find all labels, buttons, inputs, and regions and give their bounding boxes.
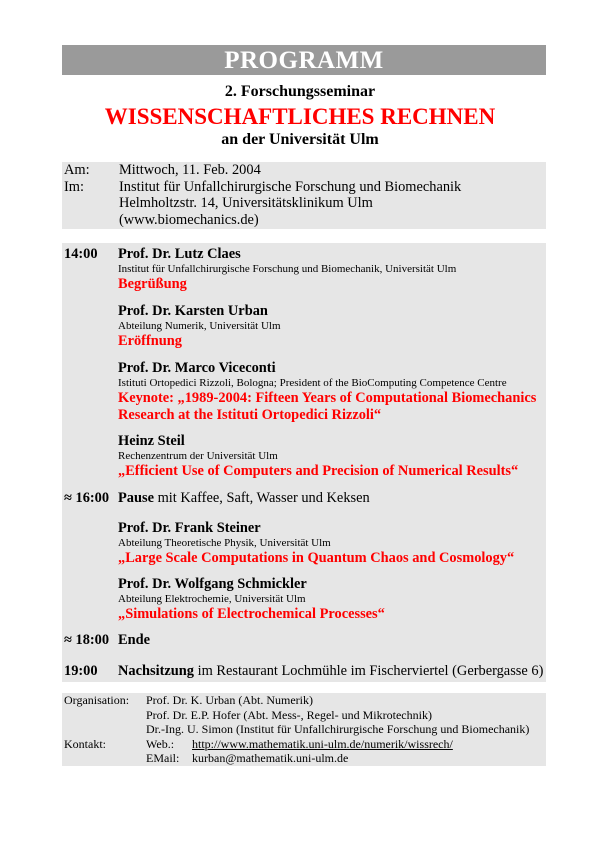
organizer-row — [62, 693, 546, 708]
date-value: Mittwoch, 11. Feb. 2004 — [119, 162, 261, 178]
organizer-row — [62, 722, 546, 737]
seminar-number: 2. Forschungsseminar — [224, 83, 376, 100]
speaker-affiliation: Rechenzentrum der Universität Ulm — [118, 450, 278, 462]
speaker-name: Heinz Steil — [118, 433, 185, 449]
pause-label: Pause — [118, 490, 154, 506]
organizer: Dr.-Ing. U. Simon (Institut für Unfallchirurgische Forschung und Biomechanik) — [146, 722, 530, 737]
speaker-affiliation: Institut für Unfallchirurgische Forschung und Biomechanik, Universität Ulm — [118, 263, 457, 275]
date-row — [62, 162, 546, 179]
contact-email-row — [62, 751, 546, 766]
end-text — [118, 632, 543, 648]
program-box — [62, 243, 546, 682]
web-label: Web.: — [146, 736, 175, 751]
place-line: Institut für Unfallchirurgische Forschung und Biomechanik — [119, 178, 462, 195]
organizer: Prof. Dr. K. Urban (Abt. Numerik) — [146, 693, 313, 707]
pause-text — [118, 490, 543, 506]
speaker-name: Prof. Dr. Wolfgang Schmickler — [118, 576, 307, 592]
talk-title: Begrüßung — [118, 276, 187, 292]
dinner-label: Nachsitzung — [118, 663, 194, 679]
speaker-affiliation: Istituti Ortopedici Rizzoli, Bologna; President of the BioComputing Competence Centre — [118, 377, 507, 389]
speaker-name: Prof. Dr. Marco Viceconti — [118, 360, 276, 376]
talk-title: „Simulations of Electrochemical Processes“ — [118, 606, 385, 622]
speaker-name: Prof. Dr. Karsten Urban — [118, 303, 268, 319]
pause-detail: mit Kaffee, Saft, Wasser und Keksen — [153, 490, 370, 506]
contact-web-row — [62, 737, 546, 752]
dinner-detail: im Restaurant Lochmühle im Fischerviertel (Gerbergasse 6) — [193, 663, 544, 679]
place-line: Helmholtzstr. 14, Universitätsklinikum Ulm — [119, 195, 373, 211]
talk — [118, 246, 543, 293]
event-info-box — [62, 162, 546, 229]
organizer-row — [62, 708, 546, 723]
talk-title: Research at the Istituti Ortopedici Rizzoli“ — [118, 406, 382, 423]
speaker-name: Prof. Dr. Lutz Claes — [118, 246, 241, 262]
time-label: ≈ 16:00 — [64, 490, 110, 506]
university-line: an der Universität Ulm — [221, 131, 379, 148]
talk-title: „Efficient Use of Computers and Precision of Numerical Results“ — [118, 463, 519, 479]
email-label: EMail: — [146, 751, 180, 766]
time-label: 19:00 — [64, 663, 98, 679]
talk-title: „Large Scale Computations in Quantum Chaos and Cosmology“ — [118, 550, 515, 566]
end-label: Ende — [118, 632, 150, 648]
speaker-affiliation: Abteilung Theoretische Physik, Universität Ulm — [118, 537, 331, 549]
talk — [118, 360, 543, 423]
place-line: (www.biomechanics.de) — [119, 211, 259, 228]
time-label: 14:00 — [64, 246, 98, 262]
speaker-affiliation: Abteilung Numerik, Universität Ulm — [118, 320, 281, 332]
organisation-label: Organisation: — [64, 693, 130, 707]
email-value[interactable]: kurban@mathematik.uni-ulm.de — [192, 751, 349, 766]
dinner-text — [118, 663, 546, 679]
time-label: ≈ 18:00 — [64, 632, 110, 648]
talk — [118, 433, 543, 480]
contact-label: Kontakt: — [64, 736, 106, 751]
talk — [118, 303, 543, 350]
organizer: Prof. Dr. E.P. Hofer (Abt. Mess-, Regel- und Mikrotechnik) — [146, 707, 432, 722]
main-title: WISSENSCHAFTLICHES RECHNEN — [104, 104, 496, 129]
talk-title: Keynote: „1989-2004: Fifteen Years of Computational Biomechanics — [118, 390, 537, 406]
talk — [118, 520, 543, 567]
speaker-name: Prof. Dr. Frank Steiner — [118, 520, 261, 536]
talk — [118, 576, 543, 623]
speaker-affiliation: Abteilung Elektrochemie, Universität Ulm — [118, 593, 306, 605]
place-row — [62, 179, 546, 229]
place-label: Im: — [64, 178, 84, 195]
talk-title: Eröffnung — [118, 333, 182, 349]
place-value — [119, 179, 546, 229]
program-banner — [62, 45, 546, 75]
footer-box — [62, 693, 546, 766]
web-link[interactable]: http://www.mathematik.uni-ulm.de/numerik/wissrech/ — [192, 736, 453, 751]
date-label: Am: — [64, 162, 90, 178]
banner-title: PROGRAMM — [224, 47, 384, 74]
